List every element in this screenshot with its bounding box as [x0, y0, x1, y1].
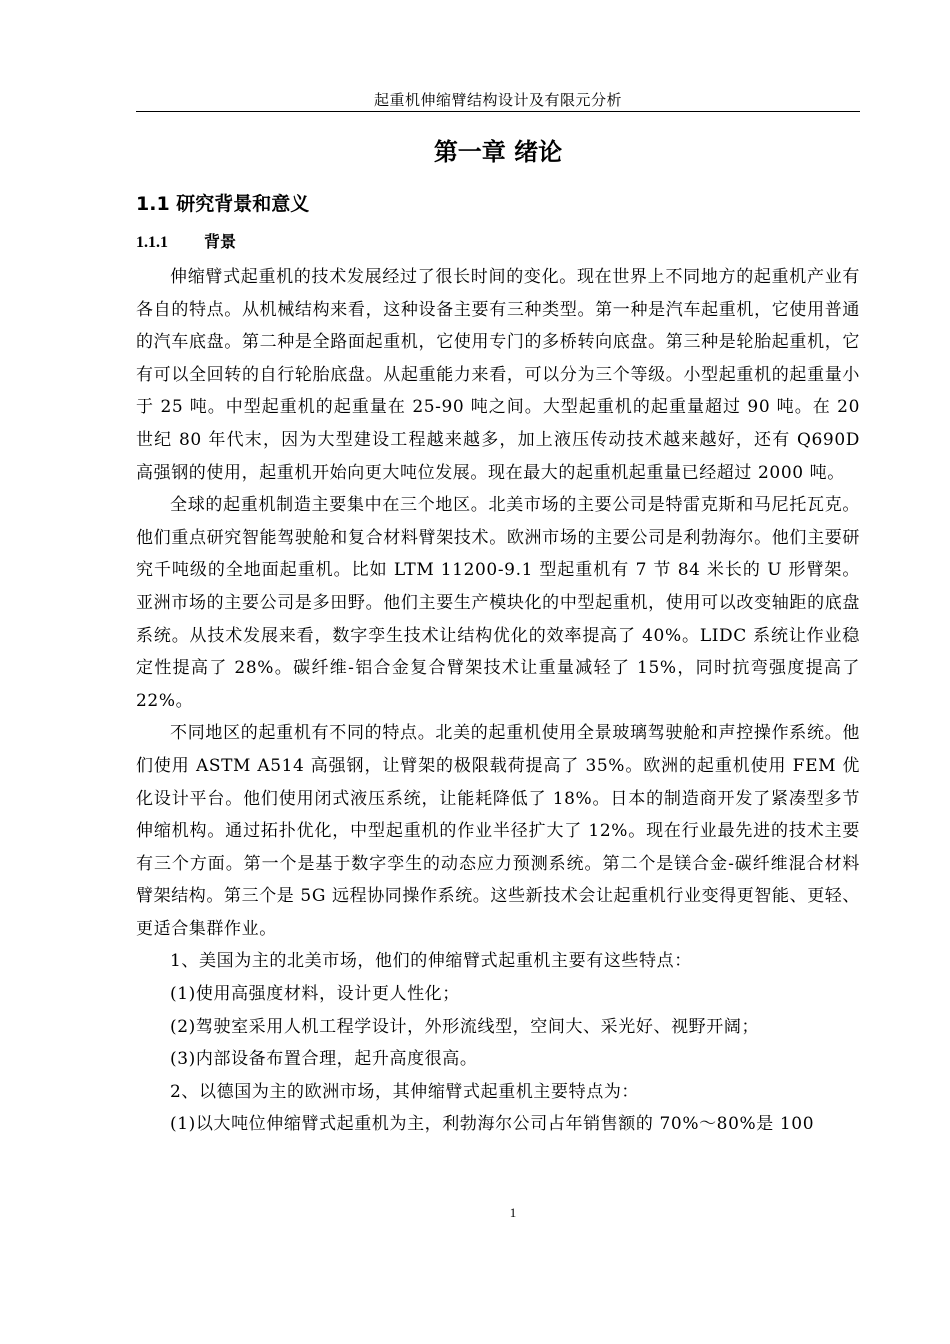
body-text [136, 261, 860, 1141]
subsection-number: 1.1.1 [136, 234, 168, 251]
chapter-title: 第一章 绪论 [433, 138, 563, 166]
subsection-heading [136, 229, 236, 256]
running-header: 起重机伸缩臂结构设计及有限元分析 [373, 91, 622, 109]
list-item-na-3: (3)内部设备布置合理，起升高度很高。 [170, 1049, 478, 1070]
list-item-na-2: (2)驾驶室采用人机工程学设计，外形流线型，空间大、采光好、视野开阔； [170, 1016, 760, 1037]
paragraph-global-manufacturers: 全球的起重机制造主要集中在三个地区。北美市场的主要公司是特雷克斯和马尼托瓦克。他们重点研究智能驾驶舱和复合材料臂架技术。欧洲市场的主要公司是利勃海尔。他们主要研究千吨级的全地面起重机。比如 LTM 11200-9.1 型起重机有 7 节 84 米长的 U 形臂架。亚洲市场的主要公司是多田野。他们主要生产模块化的中型起重机，使用可以改变轴距的底盘系统。从技术发展来看，数字孪生技术让结构优化的效率提高了 40%。LIDC 系统让作业稳定性提高了 28%。碳纤维-铝合金复合臂架技术让重量减轻了 15%，同时抗弯强度提高了 22%。 [136, 495, 860, 711]
subsection-title: 背景 [204, 232, 237, 251]
paragraph-background-history: 伸缩臂式起重机的技术发展经过了很长时间的变化。现在世界上不同地方的起重机产业有各自的特点。从机械结构来看，这种设备主要有三种类型。第一种是汽车起重机，它使用普通的汽车底盘。第二种是全路面起重机，它使用专门的多桥转向底盘。第三种是轮胎起重机，它有可以全回转的自行轮胎底盘。从起重能力来看，可以分为三个等级。小型起重机的起重量小于 25 吨。中型起重机的起重量在 25-90 吨之间。大型起重机的起重量超过 90 吨。在 20 世纪 80 年代末，因为大型建设工程越来越多，加上液压传动技术越来越好，还有 Q690D 高强钢的使用，起重机开始向更大吨位发展。现在最大的起重机起重量已经超过 2000 吨。 [136, 267, 860, 483]
section-title: 1.1 研究背景和意义 [136, 193, 310, 215]
list-item-na-1: (1)使用高强度材料，设计更人性化； [170, 984, 460, 1005]
list-heading-north-america: 1、美国为主的北美市场，他们的伸缩臂式起重机主要有这些特点： [170, 951, 692, 972]
list-item-eu-1: (1)以大吨位伸缩臂式起重机为主，利勃海尔公司占年销售额的 70%～80%是 100 [170, 1114, 815, 1135]
header-rule [136, 111, 860, 112]
paragraph-regional-features: 不同地区的起重机有不同的特点。北美的起重机使用全景玻璃驾驶舱和声控操作系统。他们使用 ASTM A514 高强钢，让臂架的极限载荷提高了 35%。欧洲的起重机使用 FEM 优化设计平台。他们使用闭式液压系统，让能耗降低了 18%。日本的制造商开发了紧凑型多节伸缩机构。通过拓扑优化，中型起重机的作业半径扩大了 12%。现在行业最先进的技术主要有三个方面。第一个是基于数字孪生的动态应力预测系统。第二个是镁合金-碳纤维混合材料臂架结构。第三个是 5G 远程协同操作系统。这些新技术会让起重机行业变得更智能、更轻、更适合集群作业。 [136, 723, 861, 939]
page-number: 1 [509, 1205, 517, 1220]
list-heading-europe: 2、以德国为主的欧洲市场，其伸缩臂式起重机主要特点为： [170, 1081, 640, 1102]
